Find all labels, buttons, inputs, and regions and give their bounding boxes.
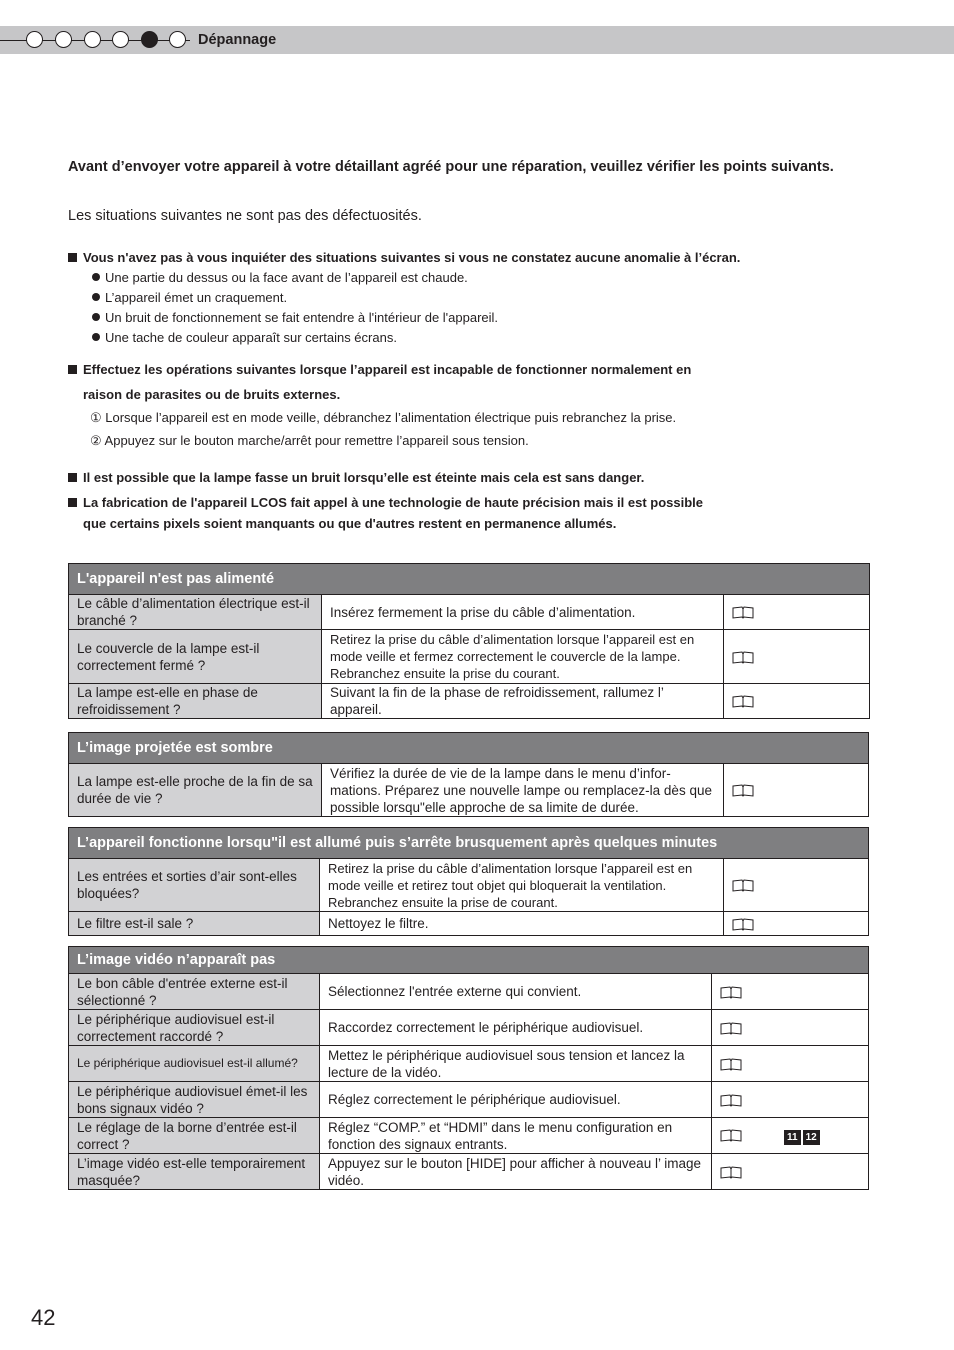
- table-title: L'appareil n'est pas alimenté: [69, 564, 870, 595]
- answer-cell: Appuyez sur le bouton [HIDE] pour afficher à nouveau l’ image vidéo.: [320, 1154, 712, 1190]
- reference-cell: [712, 1010, 869, 1046]
- table-title: L’image vidéo n’apparaît pas: [69, 947, 869, 974]
- table-row: [69, 1154, 869, 1190]
- reference-cell: [712, 1082, 869, 1118]
- table-row: [69, 912, 869, 936]
- question-cell: Le périphérique audiovisuel émet-il les bons signaux vidéo ?: [69, 1082, 320, 1118]
- reference-cell: [724, 630, 870, 684]
- book-icon: [720, 986, 742, 999]
- book-icon: [732, 651, 754, 664]
- book-icon: [720, 1058, 742, 1071]
- question-cell: Le filtre est-il sale ?: [69, 912, 320, 936]
- book-icon: [720, 1166, 742, 1179]
- bullet-icon: [92, 333, 100, 341]
- question-cell: Le couvercle de la lampe est-il correctement fermé ?: [69, 630, 322, 684]
- answer-cell: Insérez fermement la prise du câble d’alimentation.: [322, 595, 724, 630]
- reference-cell: [712, 1118, 869, 1154]
- note-2-title: Effectuez les opérations suivantes lorsque l’appareil est incapable de fonctionner normalement en: [68, 361, 691, 379]
- book-icon: [732, 879, 754, 892]
- question-cell: Le périphérique audiovisuel est-il allumé?: [69, 1046, 320, 1082]
- book-icon: [732, 606, 754, 619]
- square-bullet-icon: [68, 498, 77, 507]
- book-icon: [720, 1022, 742, 1035]
- question-cell: L’image vidéo est-elle temporairement masquée?: [69, 1154, 320, 1190]
- answer-cell: Raccordez correctement le périphérique audiovisuel.: [320, 1010, 712, 1046]
- answer-cell: Réglez correctement le périphérique audiovisuel.: [320, 1082, 712, 1118]
- note-4-continued: que certains pixels soient manquants ou que d'autres restent en permanence allumés.: [83, 516, 617, 531]
- note-2-title-continued: raison de parasites ou de bruits externes.: [83, 387, 341, 402]
- section-title: Dépannage: [198, 32, 277, 48]
- table-dark-image: [68, 732, 869, 817]
- reference-cell: [712, 1046, 869, 1082]
- page-number: 42: [31, 1305, 56, 1330]
- bullet-icon: [92, 293, 100, 301]
- table-row: [69, 1010, 869, 1046]
- page-ref-badge: 12: [803, 1130, 820, 1145]
- intro-plain: Les situations suivantes ne sont pas des défectuosités.: [68, 208, 422, 224]
- table-power: [68, 563, 870, 719]
- chapter-dot: [84, 31, 101, 48]
- question-cell: Le réglage de la borne d’entrée est-il correct ?: [69, 1118, 320, 1154]
- table-row: [69, 974, 869, 1010]
- reference-cell: [724, 595, 870, 630]
- page-ref-badge: 11: [784, 1130, 801, 1145]
- question-cell: Les entrées et sorties d’air sont-elles bloquées?: [69, 859, 320, 912]
- table-row: [69, 630, 870, 684]
- answer-cell: Nettoyez le filtre.: [320, 912, 724, 936]
- note-1-title: Vous n'avez pas à vous inquiéter des situations suivantes si vous ne constatez aucune anomalie à l’écran.: [68, 249, 740, 267]
- note-4: La fabrication de l'appareil LCOS fait appel à une technologie de haute précision mais il est possible: [68, 494, 703, 512]
- chapter-dot: [112, 31, 129, 48]
- chapter-dot: [26, 31, 43, 48]
- answer-cell: Vérifiez la durée de vie de la lampe dans le menu d’infor-mations. Préparez une nouvelle lampe ou remplacez-la dès que possible lorsqu"elle approche de sa limite de durée.: [322, 764, 724, 817]
- intro-bold: Avant d’envoyer votre appareil à votre détaillant agréé pour une réparation, veuillez vérifier les points suivants.: [68, 159, 834, 175]
- table-no-video: [68, 946, 869, 1190]
- bullet-icon: [92, 313, 100, 321]
- square-bullet-icon: [68, 365, 77, 374]
- answer-cell: Retirez la prise du câble d’alimentation lorsque l’appareil est en mode veille et fermez correctement le couvercle de la lampe. Rebranchez ensuite la prise du courant.: [322, 630, 724, 684]
- question-cell: Le périphérique audiovisuel est-il correctement raccordé ?: [69, 1010, 320, 1046]
- table-row: [69, 1046, 869, 1082]
- table-shutdown: [68, 827, 869, 936]
- table-title: L’image projetée est sombre: [69, 733, 869, 764]
- answer-cell: Suivant la fin de la phase de refroidissement, rallumez l’ appareil.: [322, 684, 724, 719]
- bullet-icon: [92, 273, 100, 281]
- table-row: [69, 859, 869, 912]
- book-icon: [720, 1094, 742, 1107]
- question-cell: La lampe est-elle en phase de refroidissement ?: [69, 684, 322, 719]
- question-cell: Le bon câble d'entrée externe est-il sélectionné ?: [69, 974, 320, 1010]
- question-cell: La lampe est-elle proche de la fin de sa durée de vie ?: [69, 764, 322, 817]
- table-row: [69, 1082, 869, 1118]
- table-title: L’appareil fonctionne lorsqu"il est allumé puis s’arrête brusquement après quelques minutes: [69, 828, 869, 859]
- table-row: [69, 1118, 869, 1154]
- list-item: Un bruit de fonctionnement se fait entendre à l'intérieur de l'appareil.: [92, 309, 498, 327]
- reference-cell: [724, 912, 869, 936]
- table-row: [69, 595, 870, 630]
- table-row: [69, 684, 870, 719]
- question-cell: Le câble d’alimentation électrique est-il branché ?: [69, 595, 322, 630]
- square-bullet-icon: [68, 473, 77, 482]
- chapter-dot-active: [141, 31, 158, 48]
- answer-cell: Mettez le périphérique audiovisuel sous tension et lancez la lecture de la vidéo.: [320, 1046, 712, 1082]
- reference-cell: [724, 764, 869, 817]
- reference-cell: [724, 684, 870, 719]
- reference-cell: [724, 859, 869, 912]
- square-bullet-icon: [68, 253, 77, 262]
- step-1: ① Lorsque l’appareil est en mode veille, débranchez l’alimentation électrique puis rebranchez la prise.: [90, 410, 677, 425]
- answer-cell: Réglez “COMP.” et “HDMI” dans le menu configuration en fonction des signaux entrants.: [320, 1118, 712, 1154]
- answer-cell: Retirez la prise du câble d’alimentation lorsque l’appareil est en mode veille et retirez tout objet qui bloquerait la ventilation. Rebranchez ensuite la prise de courant.: [320, 859, 724, 912]
- book-icon: [732, 784, 754, 797]
- step-2: ② Appuyez sur le bouton marche/arrêt pour remettre l’appareil sous tension.: [90, 433, 529, 448]
- reference-cell: [712, 1154, 869, 1190]
- table-row: [69, 764, 869, 817]
- list-item: L’appareil émet un craquement.: [92, 289, 287, 307]
- list-item: Une partie du dessus ou la face avant de l’appareil est chaude.: [92, 269, 468, 287]
- book-icon: [732, 695, 754, 708]
- chapter-dot: [55, 31, 72, 48]
- reference-cell: [712, 974, 869, 1010]
- chapter-dot: [169, 31, 186, 48]
- list-item: Une tache de couleur apparaît sur certains écrans.: [92, 329, 397, 347]
- book-icon: [720, 1129, 742, 1142]
- book-icon: [732, 918, 754, 931]
- answer-cell: Sélectionnez l'entrée externe qui convient.: [320, 974, 712, 1010]
- note-3: Il est possible que la lampe fasse un bruit lorsqu’elle est éteinte mais cela est sans danger.: [68, 469, 644, 487]
